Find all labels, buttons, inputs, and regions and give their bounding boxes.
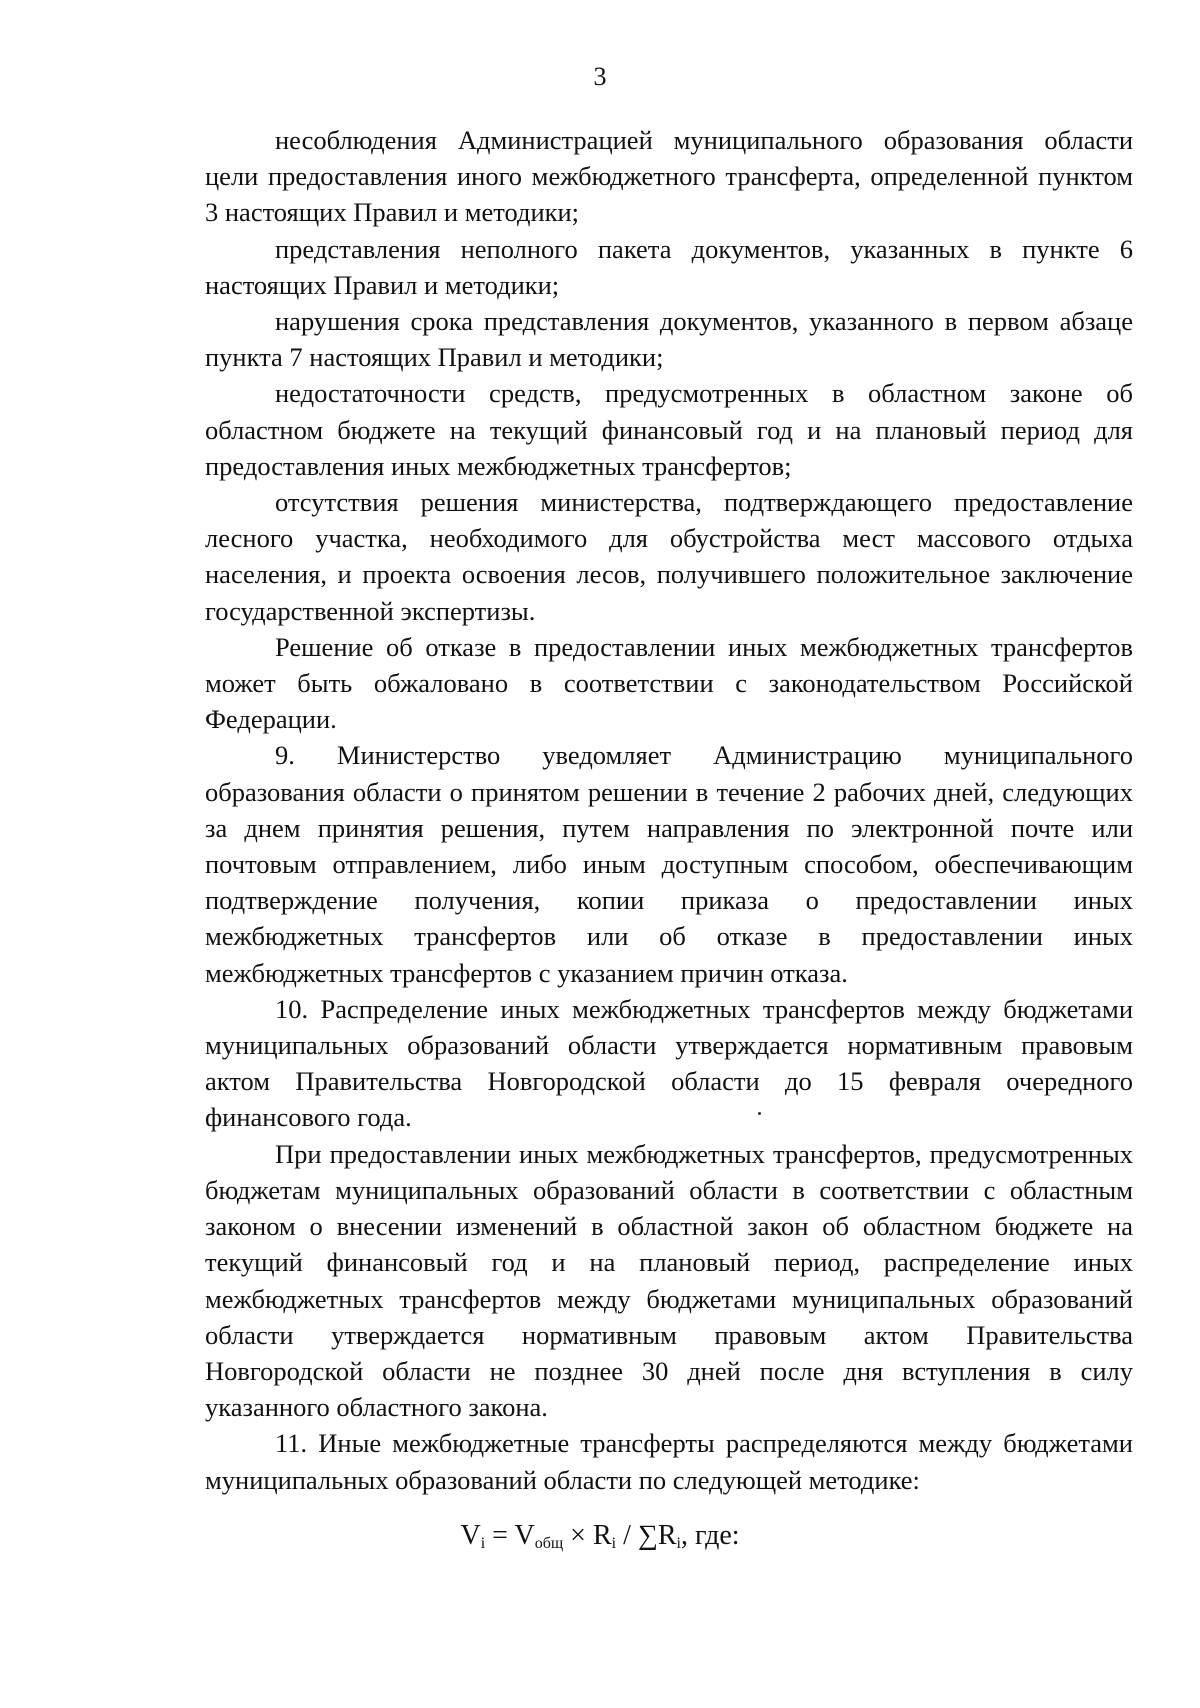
formula-r-subscript: i (611, 1535, 617, 1552)
paragraph-7: 9. Министерство уведомляет Администрацию муниципального образования области о принятом решении в течение 2 рабочих дней, следующих за днем принятия решения, путем направления по электронной почте или почтовым отправлением, либо иным доступным способом, обеспечивающим подтверждение получения, копии приказа о предоставлении иных межбюджетных трансфертов или об отказе в предоставлении иных межбюджетных трансфертов с указанием причин отказа. (205, 740, 1133, 988)
formula-v-subscript: i (480, 1535, 486, 1552)
paragraph-10: 11. Иные межбюджетные трансферты распределяются между бюджетами муниципальных образований области по следующей методике: (205, 1428, 1133, 1495)
document-body (205, 122, 1133, 1498)
paragraph-9: При предоставлении иных межбюджетных трансфертов, предусмотренных бюджетам муниципальных образований области в соответствии с областным законом о внесении изменений в областной закон об областном бюджете на текущий финансовый год и на плановый период, распределение иных межбюджетных трансфертов между бюджетами муниципальных образований области утверждается нормативным правовым актом Правительства Новгородской области не позднее 30 дней после дня вступления в силу указанного областного закона. (205, 1138, 1133, 1423)
formula-r-sum-subscript: i (676, 1535, 681, 1552)
formula-r-sum: R (657, 1520, 677, 1551)
distribution-formula (0, 1520, 1200, 1552)
formula-tail: , где: (680, 1520, 740, 1551)
formula-divide-sum: / ∑ (616, 1520, 658, 1551)
paragraph-5: отсутствия решения министерства, подтверждающего предоставление лесного участка, необходимого для обустройства мест массового отдыха населения, и проекта освоения лесов, получившего положительное заключение государственной экспертизы. (205, 487, 1133, 626)
paragraph-3: нарушения срока представления документов, указанного в первом абзаце пункта 7 настоящих Правил и методики; (205, 306, 1133, 373)
paragraph-6: Решение об отказе в предоставлении иных межбюджетных трансфертов может быть обжаловано в соответствии с законодательством Российской Федерации. (205, 631, 1133, 735)
paragraph-4: недостаточности средств, предусмотренных в областном законе об областном бюджете на текущий финансовый год и на плановый период для предоставления иных межбюджетных трансфертов; (205, 378, 1133, 481)
formula-times: × (563, 1520, 593, 1551)
paragraph-8: 10. Распределение иных межбюджетных трансфертов между бюджетами муниципальных образований области утверждается нормативным правовым актом Правительства Новгородской области до 15 февраля очередного финансового года. (205, 993, 1133, 1133)
formula-v: V (460, 1520, 481, 1551)
formula-equals: = (485, 1520, 515, 1551)
formula-v-total-subscript: общ (534, 1535, 564, 1552)
formula-v-total: V (514, 1520, 535, 1551)
paragraph-1: несоблюдения Администрацией муниципального образования области цели предоставления иного межбюджетного трансферта, определенной пунктом 3 настоящих Правил и методики; (205, 125, 1133, 228)
scan-speck (758, 1112, 761, 1115)
formula-r: R (592, 1520, 612, 1551)
page-number: 3 (593, 62, 607, 91)
paragraph-2: представления неполного пакета документов, указанных в пункте 6 настоящих Правил и методики; (205, 233, 1133, 300)
